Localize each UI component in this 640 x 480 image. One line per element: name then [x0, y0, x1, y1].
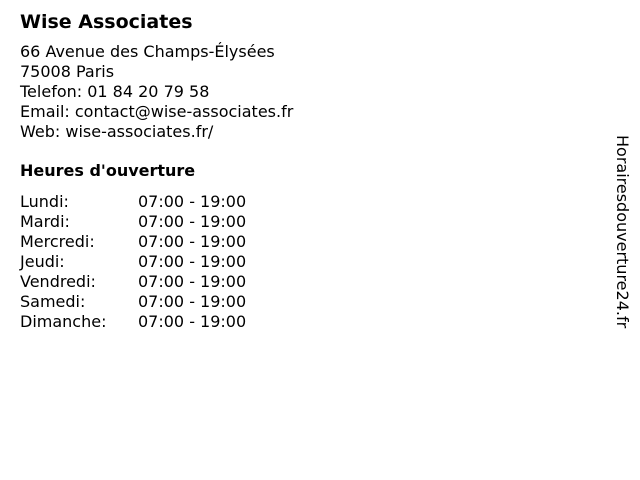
- day-hours: 07:00 - 19:00: [138, 292, 247, 311]
- day-hours: 07:00 - 19:00: [138, 192, 247, 211]
- opening-hours-table: [20, 192, 600, 332]
- phone-line: Telefon: 01 84 20 79 58: [20, 82, 210, 101]
- address-city: 75008 Paris: [20, 62, 115, 81]
- hours-row: [20, 272, 600, 292]
- hours-row: [20, 232, 600, 252]
- business-card: [20, 10, 600, 332]
- day-hours: 07:00 - 19:00: [138, 212, 247, 231]
- day-hours: 07:00 - 19:00: [138, 232, 247, 251]
- address-street: 66 Avenue des Champs-Élysées: [20, 42, 275, 61]
- day-label: Mardi:: [20, 212, 70, 231]
- day-label: Mercredi:: [20, 232, 95, 251]
- day-hours: 07:00 - 19:00: [138, 252, 247, 271]
- source-site-label: Horairesdouverture24.fr: [613, 135, 632, 329]
- hours-row: [20, 312, 600, 332]
- opening-hours-heading: Heures d'ouverture: [20, 161, 196, 180]
- hours-row: [20, 252, 600, 272]
- day-label: Jeudi:: [20, 252, 65, 271]
- day-label: Samedi:: [20, 292, 86, 311]
- hours-row: [20, 292, 600, 312]
- day-label: Vendredi:: [20, 272, 96, 291]
- hours-row: [20, 192, 600, 212]
- hours-row: [20, 212, 600, 232]
- contact-block: [20, 42, 600, 142]
- day-label: Lundi:: [20, 192, 69, 211]
- day-hours: 07:00 - 19:00: [138, 272, 247, 291]
- day-hours: 07:00 - 19:00: [138, 312, 247, 331]
- web-line: Web: wise-associates.fr/: [20, 122, 214, 141]
- day-label: Dimanche:: [20, 312, 107, 331]
- email-line: Email: contact@wise-associates.fr: [20, 102, 294, 121]
- business-name: Wise Associates: [20, 11, 193, 33]
